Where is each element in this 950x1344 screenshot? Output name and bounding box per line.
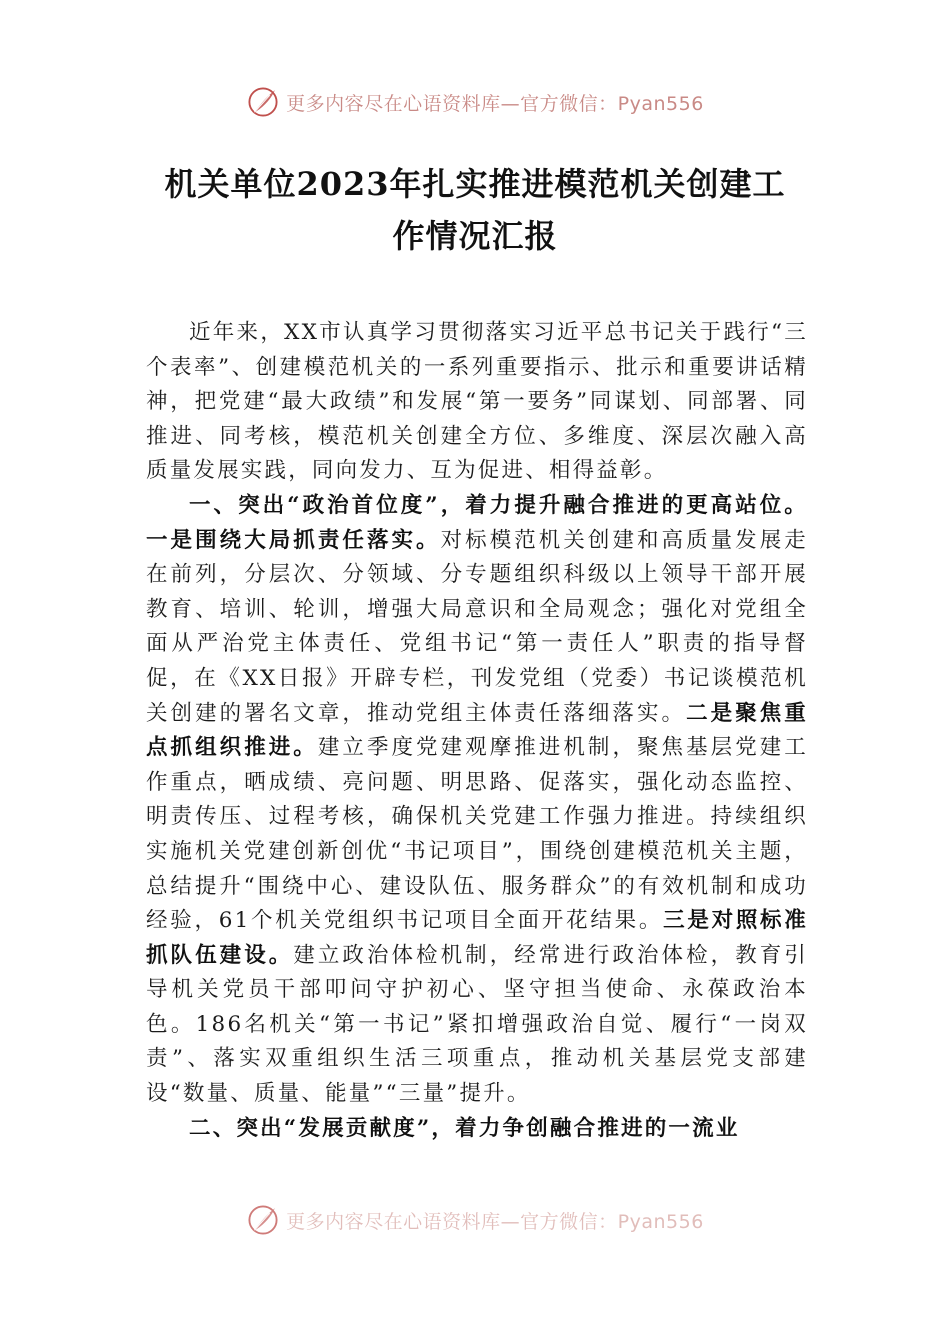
watermark-footer xyxy=(0,1200,950,1240)
feather-logo-icon xyxy=(246,1203,280,1237)
section-1-point-1-text: 对标模范机关创建和高质量发展走在前列，分层次、分领域、分专题组织科级以上领导干部开展教育、培训、轮训，增强大局意识和全局观念；强化对党组全面从严治党主体责任、党组书记“第一责任人”职责的指导督促，在《XX日报》开辟专栏，刊发党组（党委）书记谈模范机关创建的署名文章，推动党组主体责任落细落实。 xyxy=(146,527,808,726)
watermark-header xyxy=(0,82,950,122)
intro-paragraph: 近年来，XX市认真学习贯彻落实习近平总书记关于践行“三个表率”、创建模范机关的一系列重要指示、批示和重要讲话精神，把党建“最大政绩”和发展“第一要务”同谋划、同部署、同推进、同考核，模范机关创建全方位、多维度、深层次融入高质量发展实践，同向发力、互为促进、相得益彰。 xyxy=(146,320,808,484)
section-1-point-1-title: 一是围绕大局抓责任落实。 xyxy=(146,527,441,553)
title-line-2: 作情况汇报 xyxy=(392,217,558,255)
section-1-point-2-title: 二是聚焦重点抓组织推进。 xyxy=(146,700,808,761)
section-1-paragraph xyxy=(146,489,808,1112)
document-title xyxy=(130,158,820,262)
title-line-1: 机关单位2023年扎实推进模范机关创建工 xyxy=(164,165,786,203)
document-body xyxy=(146,316,808,1146)
watermark-text: 更多内容尽在心语资料库—官方微信：Pyan556 xyxy=(286,92,704,115)
watermark-text: 更多内容尽在心语资料库—官方微信：Pyan556 xyxy=(286,1210,704,1233)
section-1-point-3-title: 三是对照标准抓队伍建设。 xyxy=(146,908,808,968)
section-1-point-3-text: 建立政治体检机制，经常进行政治体检，教育引导机关党员干部叩问守护初心、坚守担当使命、永葆政治本色。186名机关“第一书记”紧扣增强政治自觉、履行“一岗双责”、落实双重组织生活三项重点，推动机关基层党支部建设“数量、质量、能量”“三量”提升。 xyxy=(146,942,809,1107)
section-2-heading: 二、突出“发展贡献度”，着力争创融合推进的一流业 xyxy=(189,1115,740,1141)
section-1-heading: 一、突出“政治首位度”，着力提升融合推进的更高站位。 xyxy=(189,492,808,518)
section-2-paragraph xyxy=(146,1112,808,1147)
feather-logo-icon xyxy=(246,85,280,119)
section-1-point-2-text: 建立季度党建观摩推进机制，聚焦基层党建工作重点，晒成绩、亮问题、明思路、促落实，强化动态监控、明责传压、过程考核，确保机关党建工作强力推进。持续组织实施机关党建创新创优“书记项目”，围绕创建模范机关主题，总结提升“围绕中心、建设队伍、服务群众”的有效机制和成功经验，61个机关党组织书记项目全面开花结果。 xyxy=(146,735,808,934)
